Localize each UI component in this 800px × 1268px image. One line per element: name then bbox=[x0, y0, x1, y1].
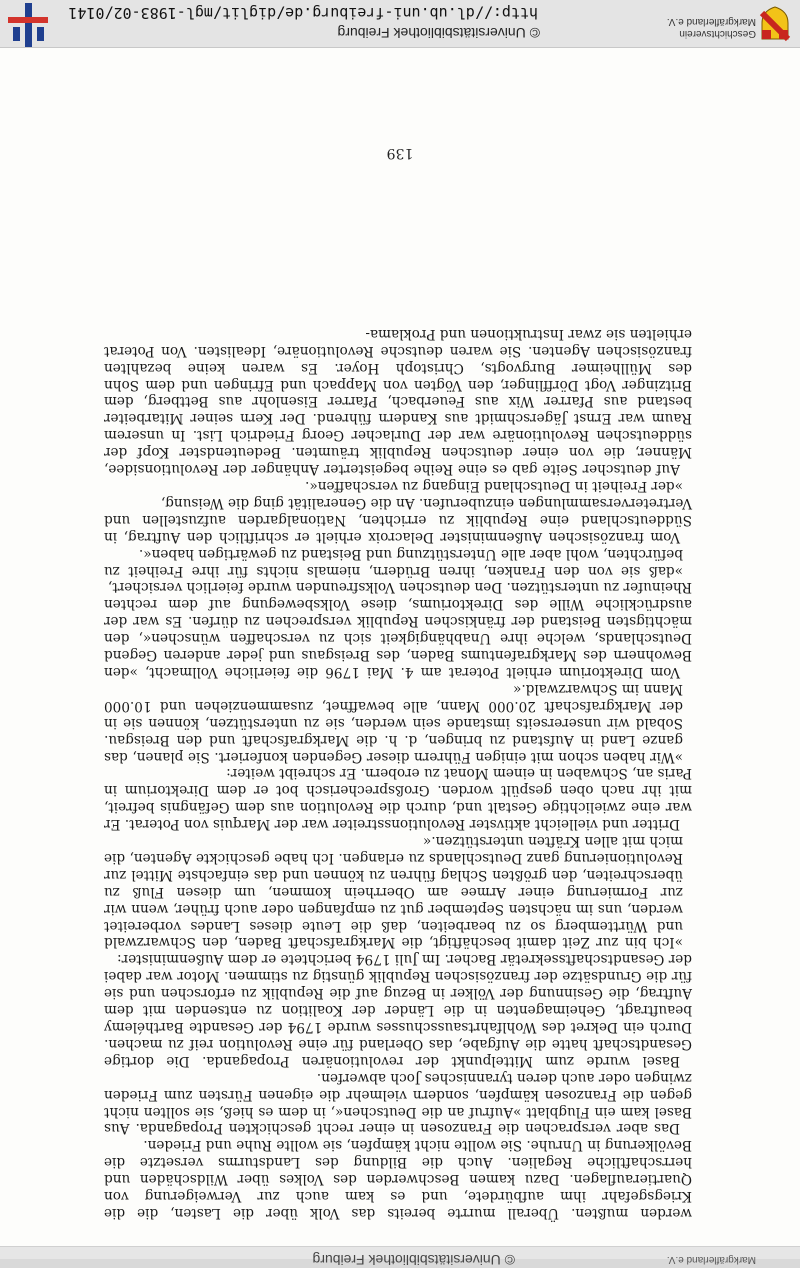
paragraph: werden mußten. Überall murrte bereits das Volk über die Lasten, die die Kriegsgefahr ihm aufbürdete, und es kam auch zur Verweigerung von Quartierauflagen. Dazu kamen Beschwerden des Volkes über Wildschäden und herrschaftliche Regalien. Auch die Bildung des Landsturms versetzte die Bevölkerung in Unruhe. Sie wollte nicht kämpfen, sie wollte Ruhe und Frieden. bbox=[104, 1137, 692, 1221]
page-text bbox=[104, 325, 692, 1221]
block-quote: »Ich bin zur Zeit damit beschäftigt, die Markgrafschaft Baden, den Schwarzwald und Württemberg so zu bearbeiten, daß die Leute dieses Landes vorbereitet werden, uns im nächsten September gut zu empfangen oder auch früher, wenn wir zur Formierung einer Armee am Oberrhein kommen, um diesen Fluß zu überschreiten, den größten Schlag führen zu können und das einfachste Mittel zur Revolutionierung ganz Deutschlands zu erlangen. Ich habe geschickte Agenten, die mich mit allen Kräften unterstützen.« bbox=[104, 833, 683, 951]
ghost-organization: Markgräflerland e.V. bbox=[666, 1254, 756, 1265]
page-number: 139 bbox=[386, 145, 414, 161]
paragraph: Vom Direktorium erhielt Poterat am 4. Mai 1796 die feierliche Vollmacht, »den Bewohnern des Markgrafentums Baden, des Breisgaus und jeder anderen Gegend Deutschlands, welche ihre Unabhängigkeit sich zu verschaffen wünschen«, den mächtigsten Beistand der fränkischen Republik versprechen zu dürfen. Es war der ausdrückliche Wille des Direktoriums, diese Volksbewegung auf dem rechten Rheinufer zu unterstützen. Den deutschen Volksfreunden wurde feierlich versichert, bbox=[104, 579, 692, 680]
permalink-url[interactable]: http://dl.ub.uni-freiburg.de/diglit/mgl-1983-02/0141 bbox=[68, 4, 538, 22]
library-credit: © Universitätsbibliothek Freiburg bbox=[337, 25, 540, 41]
organization-name: Geschichtsverein Markgräflerland e.V. bbox=[666, 16, 756, 39]
footer-bar bbox=[0, 0, 800, 48]
paragraph: Dritter und vielleicht aktivster Revolutionsstreiter war der Marquis von Poterat. Er war eine zwielichtige Gestalt und, durch die Revolution aus dem Gefängnis befreit, mit ihr nach oben gespült worden. Großsprecherisch bot er dem Direktorium in Paris an, Schwaben in einem Monat zu erobern. Er schreibt weiter: bbox=[104, 765, 692, 833]
paragraph: Vom französischen Außenminister Delacroix erhielt er schriftlich den Auftrag, in Süddeutschland eine Republik zu errichten, Nationalgarden aufzustellen und Vertreterversammlungen einzuberufen. An die Generalität ging die Weisung, bbox=[104, 494, 692, 545]
block-quote: »daß sie von den Franken, ihren Brüdern, niemals nichts für ihre Freiheit zu befürchten, wohl aber alle Unterstützung und Beistand zu gewärtigen haben«. bbox=[104, 545, 683, 579]
geschichtsverein-crest-icon bbox=[760, 5, 790, 41]
paragraph: Auf deutscher Seite gab es eine Reihe begeisterter Anhänger der Revolutionsidee, Männer, die von einer deutschen Republik träumten. Bedeutendster Kopf der süddeutschen Revolutionäre war der Durlacher Georg Friedrich List. In unserem Raum war Ernst Jägerschmidt aus Kandern führend. Der Kern seiner Mitarbeiter bestand aus Pfarrer Wix aus Feuerbach, Pfarrer Eisenlohr aus Bettberg, dem Britzinger Vogt Dörfflinger, den Vögten von Mappach und Efringen und dem Sohn des Müllheimer Burgvogts, Christoph Hoyer. Es waren keine bezahlten französischen Agenten. Sie waren deutsche Revolutionäre, Idealisten. Von Poterat erhielten sie zwar Instruktionen und Proklama- bbox=[104, 325, 692, 478]
block-quote: »der Freiheit in Deutschland Eingang zu verschaffen«. bbox=[305, 478, 683, 495]
adjacent-page-footer-strip bbox=[0, 1246, 800, 1268]
block-quote: »Wir haben schon mit einigen Führern dieser Gegenden konferiert. Sie planen, das ganze Land in Aufstand zu bringen, d. h. die Markgrafschaft und den Breisgau. Sobald wir unsererseits imstande sein werden, sie zu unterstützen, können sie in der Markgrafschaft 20.000 Mann, alle bewaffnet, zusammenziehen und 10.000 Mann im Schwarzwald.« bbox=[104, 680, 683, 765]
university-library-logo-icon bbox=[8, 3, 48, 47]
ghost-library-credit: © Universitätsbibliothek Freiburg bbox=[312, 1252, 515, 1268]
paragraph: Das aber versprachen die Franzosen in einer recht geschickten Propaganda. Aus Basel kam ein Flugblatt »Aufruf an die Deutschen«, in dem es hieß, sie sollten nicht gegen die Franzosen kämpfen, sondern vielmehr die eigenen Fürsten zum Frieden zwingen oder auch deren tyrannisches Joch abwerfen. bbox=[104, 1069, 692, 1137]
paragraph: Basel wurde zum Mittelpunkt der revolutionären Propaganda. Die dortige Gesandtschaft hatte die Aufgabe, das Oberland für eine Revolution reif zu machen. Durch ein Dekret des Wohlfahrtsausschusses wurde 1794 der Gesandte Barthélemy beauftragt, Geheimagenten in die Länder der Koalition zu entsenden mit dem Auftrag, die Gesinnung der Völker in Bezug auf die Republik zu erforschen und sie für die Grundsätze der französischen Republik günstig zu stimmen. Motor war dabei der Gesandtschaftssekretär Bacher. Im Juli 1794 berichtete er dem Außenminister: bbox=[104, 951, 692, 1069]
